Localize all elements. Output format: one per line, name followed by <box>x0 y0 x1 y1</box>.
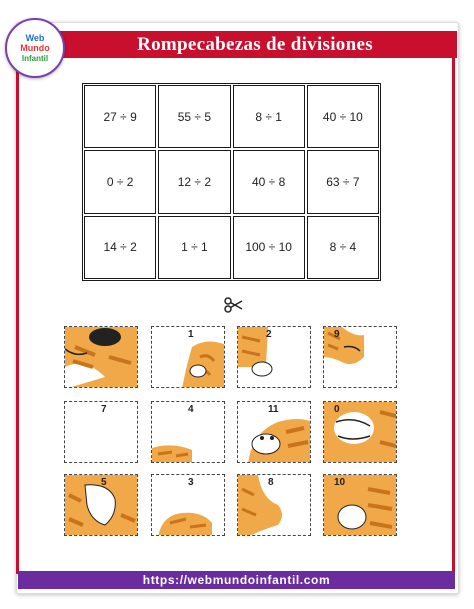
logo-line-1: Web <box>25 33 45 43</box>
puzzle-piece[interactable] <box>64 474 138 536</box>
puzzle-piece[interactable] <box>64 326 138 388</box>
division-cell: 63 ÷ 7 <box>307 150 379 213</box>
division-cell: 8 ÷ 4 <box>307 216 379 279</box>
piece-number: 8 <box>268 477 274 488</box>
puzzle-piece[interactable] <box>64 401 138 463</box>
piece-number: 10 <box>334 477 346 488</box>
puzzle-piece[interactable] <box>323 326 397 388</box>
puzzle-piece[interactable] <box>237 474 311 536</box>
division-cell: 14 ÷ 2 <box>84 216 156 279</box>
division-cell: 40 ÷ 8 <box>233 150 305 213</box>
division-cell: 27 ÷ 9 <box>84 85 156 148</box>
division-cell: 8 ÷ 1 <box>233 85 305 148</box>
cat-fur-illustration <box>238 475 311 536</box>
puzzle-piece[interactable] <box>323 474 397 536</box>
division-cell: 100 ÷ 10 <box>233 216 305 279</box>
division-cell: 55 ÷ 5 <box>158 85 230 148</box>
piece-number: 0 <box>334 404 340 415</box>
piece-number: 7 <box>101 404 107 415</box>
piece-number: 9 <box>334 329 340 340</box>
web-mundo-infantil-logo[interactable] <box>5 18 65 78</box>
piece-number: 3 <box>188 477 194 488</box>
division-cell: 40 ÷ 10 <box>307 85 379 148</box>
footer-url[interactable]: https://webmundoinfantil.com <box>18 571 455 589</box>
division-cell: 0 ÷ 2 <box>84 150 156 213</box>
cat-fur-illustration <box>238 327 311 388</box>
page-title: Rompecabezas de divisiones <box>137 34 373 55</box>
puzzle-piece[interactable] <box>151 326 225 388</box>
scissors-icon <box>224 297 244 313</box>
puzzle-piece[interactable] <box>237 401 311 463</box>
piece-number: 11 <box>268 404 279 415</box>
logo-graphic <box>7 20 63 76</box>
frame-right-border <box>452 34 455 574</box>
puzzle-piece[interactable] <box>151 401 225 463</box>
piece-number: 5 <box>101 477 107 488</box>
frame-left-border <box>16 34 19 574</box>
division-table <box>82 83 381 281</box>
logo-line-2: Mundo <box>20 43 50 53</box>
puzzle-piece[interactable] <box>323 401 397 463</box>
piece-number: 2 <box>266 329 272 340</box>
logo-line-3: Infantil <box>21 54 49 63</box>
puzzle-piece[interactable] <box>237 326 311 388</box>
division-cell: 12 ÷ 2 <box>158 150 230 213</box>
division-cell: 1 ÷ 1 <box>158 216 230 279</box>
puzzle-piece[interactable] <box>151 474 225 536</box>
piece-number: 6 <box>101 329 107 340</box>
piece-number: 1 <box>188 329 194 340</box>
piece-number: 4 <box>188 404 194 415</box>
puzzle-pieces <box>64 326 400 538</box>
